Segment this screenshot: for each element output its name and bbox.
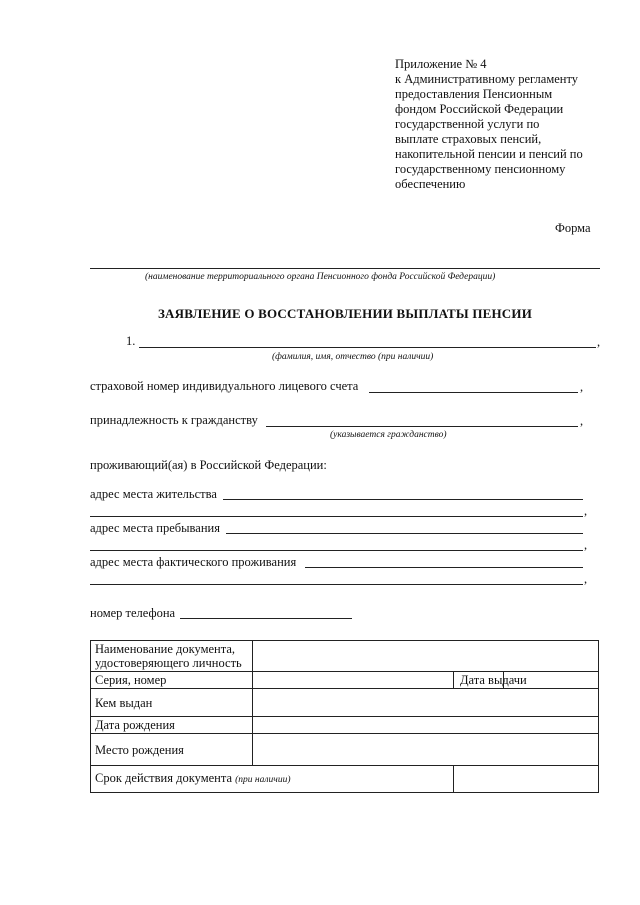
stay-address-field[interactable]: [226, 533, 583, 534]
snils-label: страховой номер индивидуального лицевого счета: [90, 379, 359, 393]
phone-field[interactable]: [180, 618, 352, 619]
appendix-line: государственной услуги по: [395, 117, 540, 131]
table-row: [91, 689, 599, 717]
citizenship-field[interactable]: [266, 426, 578, 427]
appendix-line: предоставления Пенсионным: [395, 87, 553, 101]
full-name-field[interactable]: [139, 347, 596, 348]
comma: ,: [584, 504, 588, 518]
table-row: [91, 734, 599, 766]
appendix-line: выплате страховых пенсий,: [395, 132, 542, 146]
comma: ,: [584, 572, 588, 586]
appendix-line: фондом Российской Федерации: [395, 102, 564, 116]
form-label: Форма: [555, 221, 591, 235]
appendix-line: Приложение № 4: [395, 57, 487, 71]
birth-date-cell[interactable]: [253, 717, 599, 734]
birth-place-label: Место рождения: [91, 734, 253, 766]
table-row: [91, 717, 599, 734]
snils-field[interactable]: [369, 392, 578, 393]
comma: ,: [580, 414, 584, 428]
issued-by-label: Кем выдан: [91, 689, 253, 717]
table-row: [91, 766, 599, 793]
appendix-block: [395, 57, 615, 192]
residence-address-field-line2[interactable]: [90, 516, 583, 517]
stay-address-field-line2[interactable]: [90, 550, 583, 551]
org-name-field[interactable]: [90, 268, 600, 269]
citizenship-caption: (указывается гражданство): [330, 430, 447, 440]
comma: ,: [597, 335, 601, 349]
page-title: ЗАЯВЛЕНИЕ О ВОССТАНОВЛЕНИИ ВЫПЛАТЫ ПЕНСИИ: [158, 306, 533, 321]
residence-address-label: адрес места жительства: [90, 487, 217, 501]
comma: ,: [580, 380, 584, 394]
validity-note: (при наличии): [235, 775, 291, 785]
birth-date-label: Дата рождения: [91, 717, 253, 734]
residence-address-field[interactable]: [223, 499, 583, 500]
identity-document-table: [90, 640, 599, 793]
full-name-caption: (фамилия, имя, отчество (при наличии): [272, 352, 434, 362]
citizenship-label: принадлежность к гражданству: [90, 413, 258, 427]
actual-address-field-line2[interactable]: [90, 584, 583, 585]
comma: ,: [584, 538, 588, 552]
series-number-label: Серия, номер: [91, 672, 253, 689]
issued-by-cell[interactable]: [253, 689, 599, 717]
phone-label: номер телефона: [90, 606, 176, 620]
doc-name-label: [91, 641, 253, 672]
item-number: 1.: [126, 334, 136, 348]
table-row: [91, 672, 599, 689]
doc-name-label-line1: Наименование документа,: [95, 642, 236, 656]
birth-place-cell[interactable]: [253, 734, 599, 766]
doc-name-cell[interactable]: [253, 641, 599, 672]
appendix-line: обеспечению: [395, 177, 466, 191]
appendix-line: государственному пенсионному: [395, 162, 566, 176]
stay-address-label: адрес места пребывания: [90, 521, 220, 535]
doc-name-label-line2: удостоверяющего личность: [95, 656, 242, 670]
appendix-line: накопительной пенсии и пенсий по: [395, 147, 583, 161]
series-number-cell[interactable]: [253, 672, 454, 689]
issue-date-label: Дата выдачи: [454, 672, 504, 689]
validity-label-text: Срок действия документа: [95, 771, 233, 785]
actual-address-field[interactable]: [305, 567, 583, 568]
actual-address-label: адрес места фактического проживания: [90, 555, 297, 569]
org-name-caption: (наименование территориального органа Пенсионного фонда Российской Федерации): [145, 272, 496, 282]
table-row: [91, 641, 599, 672]
validity-cell[interactable]: [454, 766, 599, 793]
appendix-line: к Административному регламенту: [395, 72, 579, 86]
validity-label: [91, 766, 454, 793]
residing-label: проживающий(ая) в Российской Федерации:: [90, 458, 327, 472]
